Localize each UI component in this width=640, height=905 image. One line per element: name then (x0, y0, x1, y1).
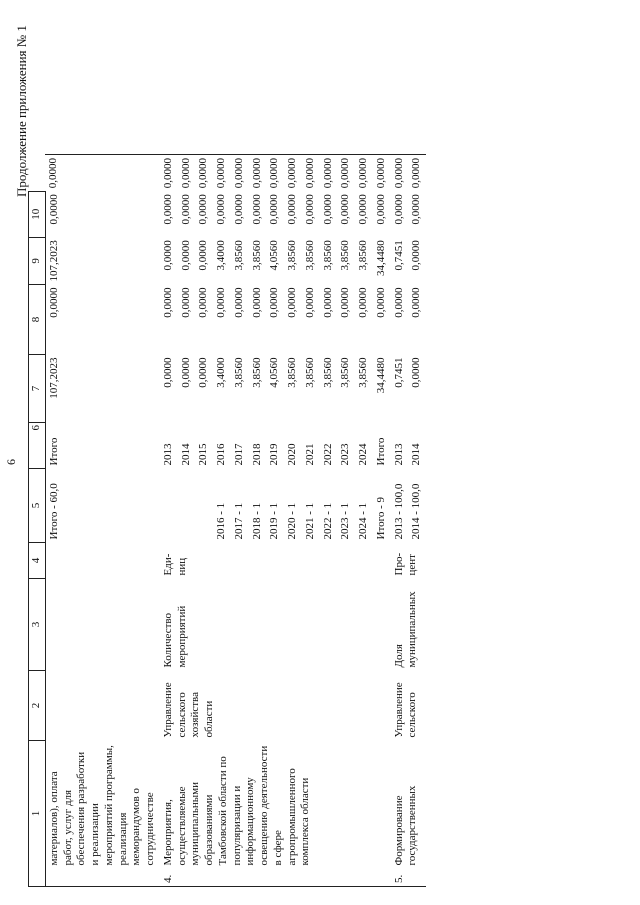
year: 2023 (339, 443, 352, 466)
extra-amount: 0,0000 (302, 155, 320, 192)
regional-amount: 3,8560 (321, 240, 334, 271)
regional-amount: 3,8560 (232, 240, 245, 271)
indicator-value: 2016 - 1 (215, 502, 227, 540)
year: 2016 (215, 443, 227, 466)
year: 2022 (321, 443, 334, 466)
federal-amount: 0,0000 (197, 287, 210, 318)
header-col-2: 2 (29, 671, 46, 741)
federal-amount: 0,0000 (339, 287, 352, 318)
extra-amount: 0,0000 (213, 155, 231, 192)
executor: Управление сельского (392, 682, 419, 738)
regional-amount: 3,8560 (250, 240, 263, 271)
regional-amount: 0,0000 (179, 240, 192, 271)
federal-amount: 0,0000 (321, 287, 334, 318)
local-amount: 0,0000 (268, 194, 281, 225)
local-amount: 0,0000 (321, 194, 334, 225)
indicator-value: 2023 - 1 (339, 502, 352, 540)
indicator-value (178, 469, 196, 543)
extra-amount: 0,0000 (373, 155, 391, 192)
executor: Управление сельского хозяйства области (161, 682, 215, 738)
regional-amount: 3,8560 (357, 240, 369, 271)
total-amount: 3,4000 (215, 357, 227, 388)
local-amount: 0,0000 (215, 194, 227, 225)
extra-amount: 0,0000 (45, 155, 160, 192)
total-amount: 0,0000 (410, 357, 423, 388)
total-amount: 0,0000 (179, 357, 192, 388)
total-amount: 3,8560 (321, 357, 334, 388)
federal-amount: 0,0000 (410, 287, 423, 318)
header-col-5: 5 (29, 469, 46, 543)
measure-name: Мероприятия, осуществляемые муниципальными образованиями Тамбовской области по популяризации и информационному освещению деятельности в сфере агропромышленного комплекса области (161, 745, 312, 866)
total-amount: 3,8560 (339, 357, 352, 388)
regional-amount: 34,4480 (374, 240, 387, 276)
header-col-7: 7 (29, 355, 46, 423)
extra-amount: 0,0000 (195, 155, 213, 192)
extra-amount: 0,0000 (231, 155, 249, 192)
indicator-value: 2021 - 1 (303, 502, 316, 540)
extra-amount: 0,0000 (284, 155, 302, 192)
indicator-value: 2014 - 100,0 (410, 483, 423, 540)
header-col-4: 4 (29, 543, 46, 579)
total-amount: 0,0000 (197, 357, 210, 388)
extra-amount: 0,0000 (266, 155, 284, 192)
indicator-value: 2020 - 1 (286, 502, 298, 540)
table-row (391, 155, 409, 887)
total-amount: 3,8560 (357, 357, 369, 388)
year: 2015 (197, 443, 210, 466)
federal-amount: 0,0000 (250, 287, 263, 318)
total-amount: 3,8560 (286, 357, 298, 388)
extra-amount: 0,0000 (160, 155, 178, 192)
measure-name: материалов), оплата работ, услуг для обеспечения разработки и реализации мероприятий программы, реализация меморандумов о сотрудничестве (47, 745, 156, 866)
total-amount: 0,0000 (161, 357, 174, 388)
indicator-value: 2017 - 1 (232, 502, 245, 540)
local-amount: 0,0000 (232, 194, 245, 225)
federal-amount: 0,0000 (392, 287, 405, 318)
regional-amount: 0,7451 (392, 240, 405, 271)
extra-amount: 0,0000 (337, 155, 355, 192)
year: 2017 (232, 443, 245, 466)
indicator-value (195, 469, 213, 543)
local-amount: 0,0000 (392, 194, 405, 225)
column-number-header (29, 155, 46, 887)
regional-amount: 3,4000 (215, 240, 227, 271)
local-amount: 0,0000 (161, 194, 174, 225)
header-col-9: 9 (29, 237, 46, 284)
federal-amount: 0,0000 (268, 287, 281, 318)
regional-amount: 3,8560 (286, 240, 298, 271)
year: 2014 (410, 443, 423, 466)
regional-amount: 0,0000 (410, 240, 423, 271)
regional-amount: 3,8560 (303, 240, 316, 271)
header-col-8: 8 (29, 285, 46, 355)
unit: Про-цент (392, 552, 419, 576)
regional-amount: 0,0000 (197, 240, 210, 271)
federal-amount: 0,0000 (286, 287, 298, 318)
regional-amount: 4,0560 (268, 240, 281, 271)
table-row (160, 155, 178, 887)
indicator-value: 2013 - 100,0 (392, 483, 405, 540)
federal-amount: 0,0000 (179, 287, 192, 318)
year: 2019 (268, 443, 281, 466)
header-col-3: 3 (29, 579, 46, 671)
year: 2021 (303, 443, 316, 466)
table-row: материалов), оплата работ, услуг для обеспечения разработки и реализации мероприятий программы, реализация меморандумов о сотрудничестве Итого - 60,0 Итого 107,2023 0,0000 107,2023 0,0000 0,0000 (45, 155, 160, 887)
extra-amount: 0,0000 (355, 155, 373, 192)
year: 2018 (250, 443, 263, 466)
total-amount: 3,8560 (250, 357, 263, 388)
local-amount: 0,0000 (374, 194, 387, 225)
total-amount: 3,8560 (232, 357, 245, 388)
year: 2020 (286, 443, 298, 466)
extra-amount: 0,0000 (408, 155, 426, 192)
indicator-value: 2022 - 1 (321, 502, 334, 540)
row-number: 4. (160, 869, 391, 887)
indicator-name: Количество мероприятий (161, 605, 188, 668)
header-col-6: 6 (29, 423, 46, 469)
extra-amount: 0,0000 (391, 155, 409, 192)
header-col-1: 1 (29, 741, 46, 887)
federal-amount: 0,0000 (215, 287, 227, 318)
indicator-value: 2024 - 1 (357, 502, 369, 540)
unit: Еди-ниц (161, 553, 188, 576)
local-amount: 0,0000 (197, 194, 210, 225)
federal-amount: 0,0000 (161, 287, 174, 318)
extra-amount: 0,0000 (249, 155, 267, 192)
page-number: 6 (4, 459, 18, 465)
indicator-value: 2018 - 1 (250, 502, 263, 540)
regional-amount: 0,0000 (161, 240, 174, 271)
local-amount: 0,0000 (286, 194, 298, 225)
year: 2013 (392, 443, 405, 466)
indicator-value: Итого - 9 (374, 496, 387, 540)
local-amount: 0,0000 (339, 194, 352, 225)
local-amount: 0,0000 (250, 194, 263, 225)
total-amount: 3,8560 (303, 357, 316, 388)
indicator-value (160, 469, 178, 543)
appendix-label: Продолжение приложения № 1 (14, 25, 29, 197)
year: 2024 (357, 443, 369, 466)
year: Итого (374, 437, 387, 466)
local-amount: 0,0000 (303, 194, 316, 225)
extra-amount: 0,0000 (320, 155, 338, 192)
local-amount: 0,0000 (410, 194, 423, 225)
federal-amount: 0,0000 (303, 287, 316, 318)
row-number: 5. (391, 869, 427, 887)
indicator-name: Доля муниципальных (392, 591, 419, 668)
extra-amount: 0,0000 (178, 155, 196, 192)
year: 2013 (161, 443, 174, 466)
total-amount: 34,4480 (374, 357, 387, 394)
measure-name: Формирование государственных (392, 785, 419, 866)
local-amount: 0,0000 (179, 194, 192, 225)
total-amount: 4,0560 (268, 357, 281, 388)
total-amount: 0,7451 (392, 357, 405, 388)
local-amount: 0,0000 (357, 194, 369, 225)
regional-amount: 3,8560 (339, 240, 352, 271)
federal-amount: 0,0000 (374, 287, 387, 318)
federal-amount: 0,0000 (232, 287, 245, 318)
year: 2014 (179, 443, 192, 466)
federal-amount: 0,0000 (357, 287, 369, 318)
indicator-value: 2019 - 1 (268, 502, 281, 540)
header-col-10: 10 (29, 191, 46, 237)
program-table (28, 154, 426, 887)
